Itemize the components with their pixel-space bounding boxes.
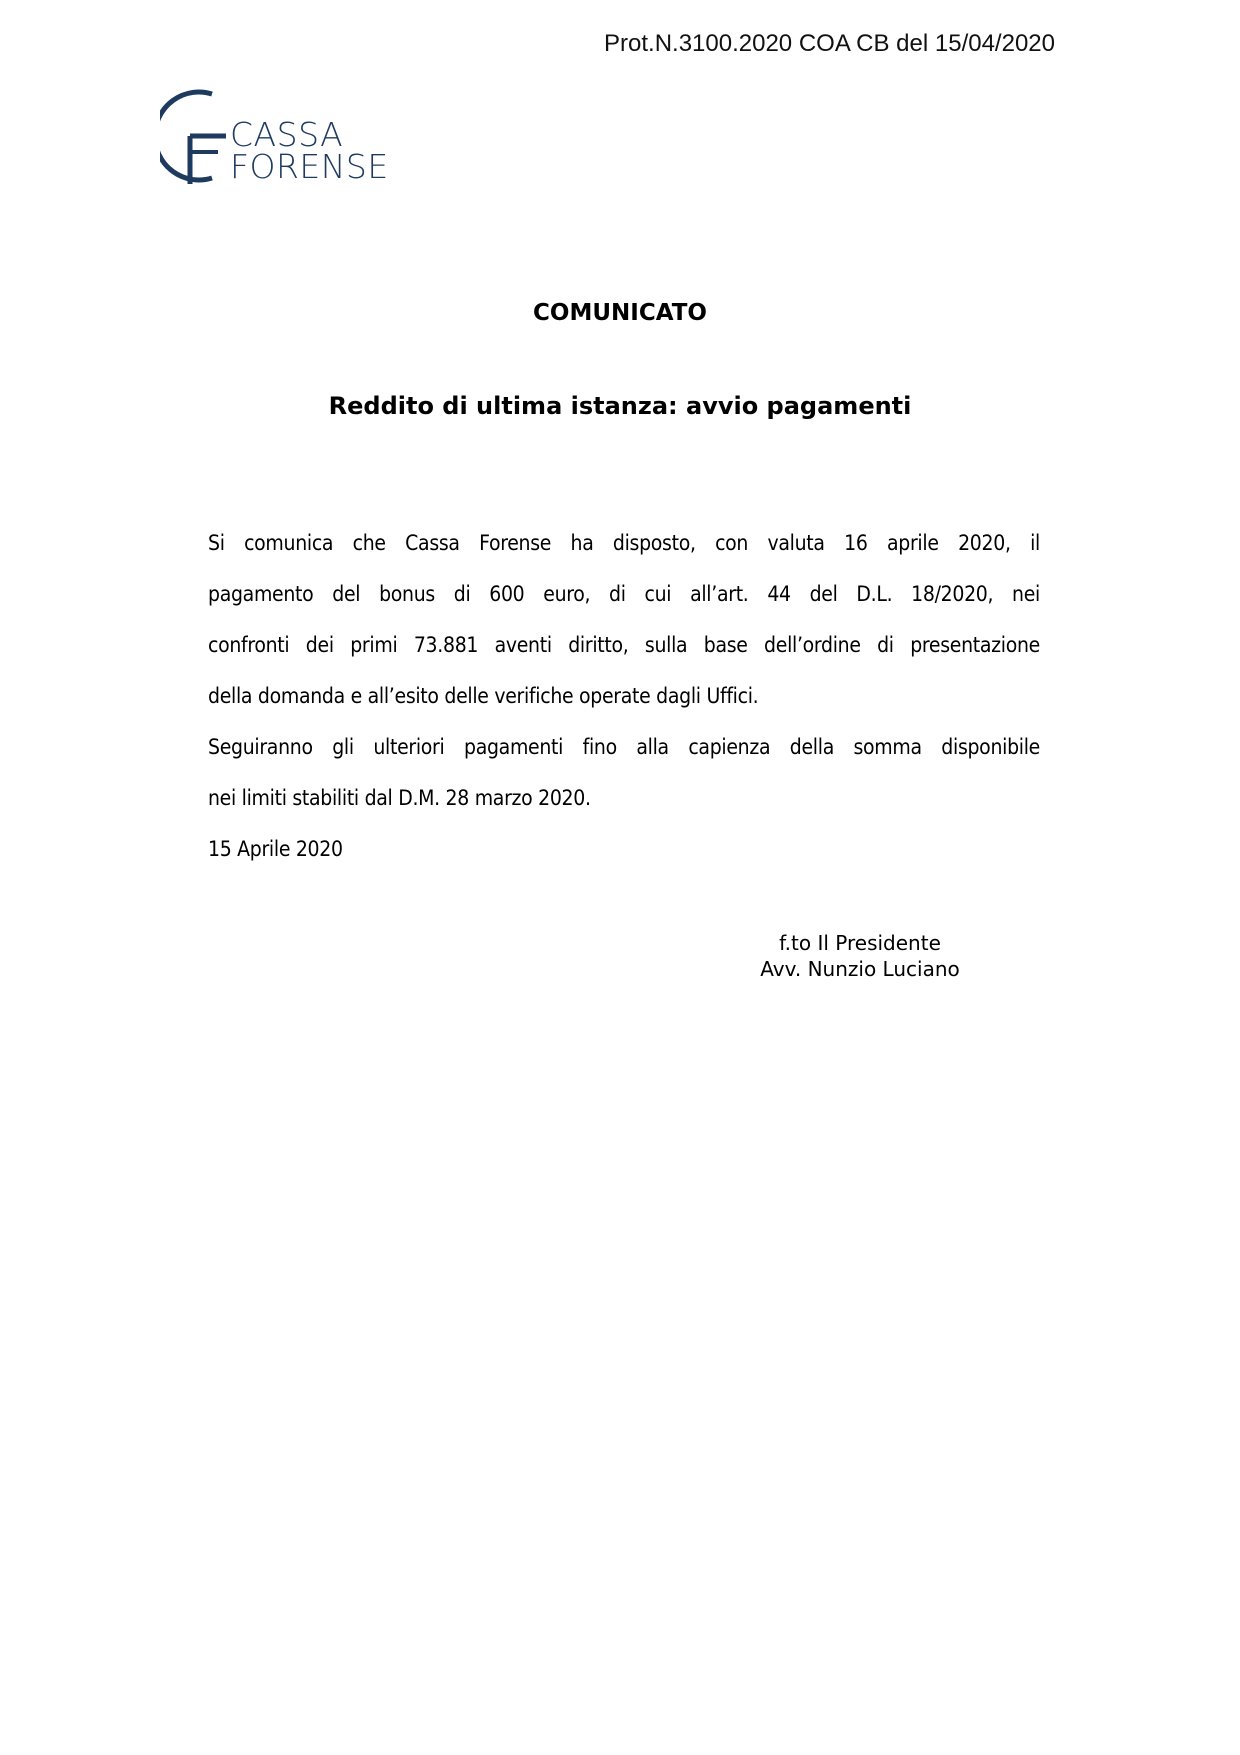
cassa-forense-logo xyxy=(160,88,420,188)
protocol-number: Prot.N.3100.2020 COA CB del 15/04/2020 xyxy=(604,30,1055,57)
body-line: della domanda e all’esito delle verifiche operate dagli Uffici. xyxy=(208,684,759,708)
document-date: 15 Aprile 2020 xyxy=(208,837,343,861)
document-subtitle: Reddito di ultima istanza: avvio pagamenti xyxy=(328,392,912,420)
signature-block xyxy=(700,930,1020,982)
body-line: confronti dei primi 73.881 aventi diritto, sulla base dell’ordine di presentazione xyxy=(208,633,1040,657)
body-line: Si comunica che Cassa Forense ha disposto, con valuta 16 aprile 2020, il xyxy=(208,531,1040,555)
cf-monogram-icon xyxy=(160,88,240,188)
body-line: Seguiranno gli ulteriori pagamenti fino alla capienza della somma disponibile xyxy=(208,735,1040,759)
document-body xyxy=(208,518,1040,875)
document-title: COMUNICATO xyxy=(533,300,707,326)
logo-text-forense: FORENSE xyxy=(230,147,389,186)
signature-title: f.to Il Presidente xyxy=(779,931,941,955)
logo-text-cassa: CASSA xyxy=(230,115,344,154)
body-line: nei limiti stabiliti dal D.M. 28 marzo 2020. xyxy=(208,786,591,810)
signature-name: Avv. Nunzio Luciano xyxy=(760,957,960,981)
body-line: pagamento del bonus di 600 euro, di cui all’art. 44 del D.L. 18/2020, nei xyxy=(208,582,1040,606)
